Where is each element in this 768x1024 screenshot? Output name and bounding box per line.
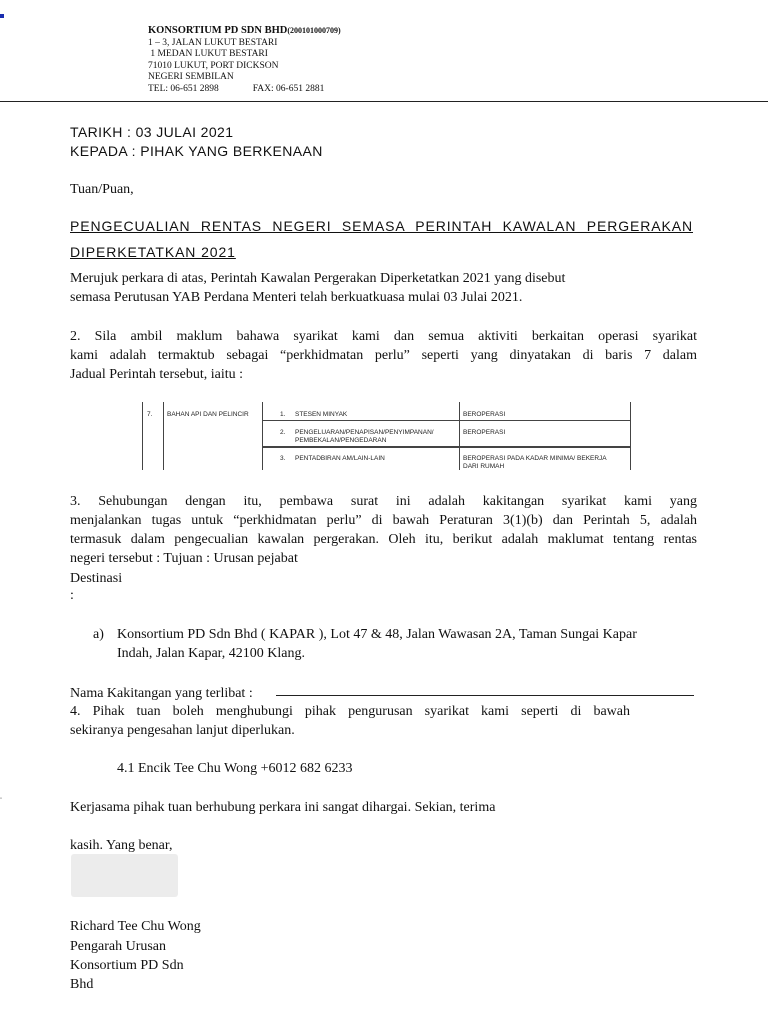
- paragraph-3-line: 3. Sehubungan dengan itu, pembawa surat ini adalah kakitangan syarikat kami yang: [70, 494, 697, 509]
- table-status: BEROPERASI: [463, 411, 506, 418]
- fax-number: FAX: 06-651 2881: [252, 83, 325, 94]
- paragraph-4-line: 4. Pihak tuan boleh menghubungi pihak pengurusan syarikat kami seperti di bawah: [70, 704, 630, 719]
- table-status: BEROPERASI: [463, 429, 506, 436]
- address-line: 1 MEDAN LUKUT BESTARI: [148, 49, 268, 59]
- subject-line: PENGECUALIAN RENTAS NEGERI SEMASA PERINTAH KAWALAN PERGERAKAN: [70, 218, 693, 234]
- closing-line: kasih. Yang benar,: [70, 838, 173, 853]
- date-line: TARIKH : 03 JULAI 2021: [70, 124, 234, 140]
- destination-marker: a): [93, 627, 104, 642]
- margin-mark: '': [0, 798, 3, 804]
- table-activity: PENGELUARAN/PENAPISAN/PENYIMPANAN/: [295, 429, 434, 436]
- table-activity: PEMBEKALAN/PENGEDARAN: [295, 437, 387, 444]
- paragraph-2-line: Jadual Perintah tersebut, iaitu :: [70, 367, 244, 382]
- paragraph-1-line: semasa Perutusan YAB Perdana Menteri telah berkuatkuasa mulai 03 Julai 2021.: [70, 290, 523, 305]
- table-item-no: 3.: [280, 455, 286, 462]
- tel-number: TEL: 06-651 2898: [148, 83, 219, 94]
- staff-name-label: Nama Kakitangan yang terlibat :: [70, 686, 253, 701]
- header-divider: [0, 101, 768, 102]
- address-line: NEGERI SEMBILAN: [148, 72, 234, 82]
- paragraph-4-line: sekiranya pengesahan lanjut diperlukan.: [70, 723, 295, 738]
- signatory-company: Konsortium PD Sdn: [70, 958, 184, 973]
- table-item-no: 2.: [280, 429, 286, 436]
- paragraph-3-line: termasuk dalam pengecualian kawalan pergerakan. Oleh itu, berikut adalah maklumat tentang rentas: [70, 532, 697, 547]
- signatory-title: Pengarah Urusan: [70, 939, 167, 954]
- contact-person: 4.1 Encik Tee Chu Wong +6012 682 6233: [117, 761, 353, 776]
- table-item-no: 1.: [280, 411, 286, 418]
- table-status: DARI RUMAH: [463, 463, 505, 470]
- signatory-name: Richard Tee Chu Wong: [70, 919, 201, 934]
- paragraph-2-line: kami adalah termaktub sebagai “perkhidmatan perlu” seperti yang dinyatakan di baris 7 dalam: [70, 348, 697, 363]
- destination-label: Destinasi: [70, 571, 123, 586]
- destination-colon: :: [70, 588, 74, 603]
- subject-line: DIPERKETATKAN 2021: [70, 244, 236, 260]
- corner-mark: [0, 14, 4, 18]
- address-line: 1 – 3, JALAN LUKUT BESTARI: [148, 37, 278, 48]
- signatory-company: Bhd: [70, 977, 94, 992]
- destination-line: Indah, Jalan Kapar, 42100 Klang.: [117, 646, 305, 661]
- paragraph-3-line: menjalankan tugas untuk “perkhidmatan perlu” di bawah Peraturan 3(1)(b) dan Perintah 5, adalah: [70, 513, 697, 528]
- essential-services-table: [142, 402, 631, 470]
- company-reg-no: (200101000709): [287, 26, 341, 35]
- paragraph-3-line: negeri tersebut : Tujuan : Urusan pejabat: [70, 551, 298, 566]
- closing-line: Kerjasama pihak tuan berhubung perkara ini sangat dihargai. Sekian, terima: [70, 800, 496, 815]
- destination-line: Konsortium PD Sdn Bhd ( KAPAR ), Lot 47 & 48, Jalan Wawasan 2A, Taman Sungai Kapar: [117, 627, 637, 642]
- table-sector: BAHAN API DAN PELINCIR: [167, 411, 249, 418]
- signature-placeholder: [71, 854, 178, 897]
- staff-name-blank: [276, 695, 694, 696]
- recipient-line: KEPADA : PIHAK YANG BERKENAAN: [70, 143, 323, 159]
- table-activity: PENTADBIRAN AM/LAIN-LAIN: [295, 455, 385, 462]
- salutation: Tuan/Puan,: [70, 182, 134, 197]
- company-name: KONSORTIUM PD SDN BHD: [148, 25, 288, 36]
- table-status: BEROPERASI PADA KADAR MINIMA/ BEKERJA: [463, 455, 607, 462]
- table-row-number: 7.: [147, 411, 153, 418]
- letterhead: [148, 25, 341, 95]
- paragraph-1-line: Merujuk perkara di atas, Perintah Kawalan Pergerakan Diperketatkan 2021 yang disebut: [70, 271, 566, 286]
- table-activity: STESEN MINYAK: [295, 411, 348, 418]
- address-line: 71010 LUKUT, PORT DICKSON: [148, 60, 279, 71]
- paragraph-2-line: 2. Sila ambil maklum bahawa syarikat kami dan semua aktiviti berkaitan operasi syarikat: [70, 329, 697, 344]
